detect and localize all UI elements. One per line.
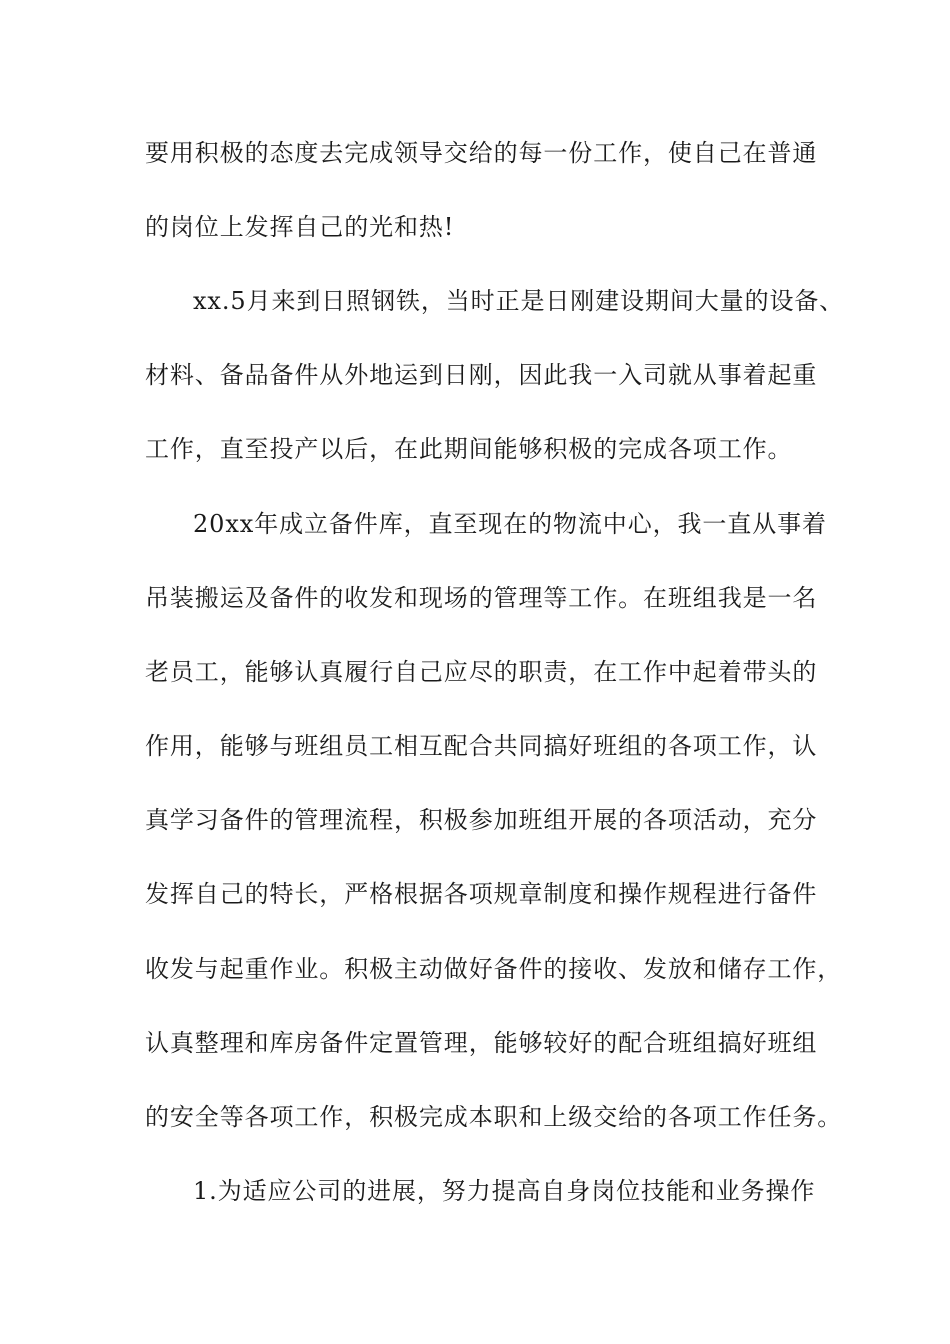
text-line: 要用积极的态度去完成领导交给的每一份工作，使自己在普通 <box>145 139 818 167</box>
text-line: 的安全等各项工作，积极完成本职和上级交给的各项工作任务。 <box>145 1103 843 1131</box>
text-line: 材料、备品备件从外地运到日刚，因此我一入司就从事着起重 <box>145 361 818 389</box>
text-line: 老员工，能够认真履行自己应尽的职责，在工作中起着带头的 <box>145 658 818 686</box>
list-item-line: 1.为适应公司的进展，努力提高自身岗位技能和业务操作 <box>193 1177 816 1205</box>
text-line: 发挥自己的特长，严格根据各项规章制度和操作规程进行备件 <box>145 880 818 908</box>
text-line: 作用，能够与班组员工相互配合共同搞好班组的各项工作，认 <box>145 732 818 760</box>
text-line: 真学习备件的管理流程，积极参加班组开展的各项活动，充分 <box>145 806 818 834</box>
text-line: 工作，直至投产以后，在此期间能够积极的完成各项工作。 <box>145 435 793 463</box>
text-line: 收发与起重作业。积极主动做好备件的接收、发放和储存工作， <box>145 955 843 983</box>
text-line: 认真整理和库房备件定置管理，能够较好的配合班组搞好班组 <box>145 1029 818 1057</box>
paragraph-start-line: 20xx年成立备件库，直至现在的物流中心，我一直从事着 <box>193 510 827 538</box>
text-line: 吊装搬运及备件的收发和现场的管理等工作。在班组我是一名 <box>145 584 818 612</box>
paragraph-start-line: xx.5月来到日照钢铁，当时正是日刚建设期间大量的设备、 <box>193 287 845 315</box>
text-line: 的岗位上发挥自己的光和热! <box>145 213 455 241</box>
